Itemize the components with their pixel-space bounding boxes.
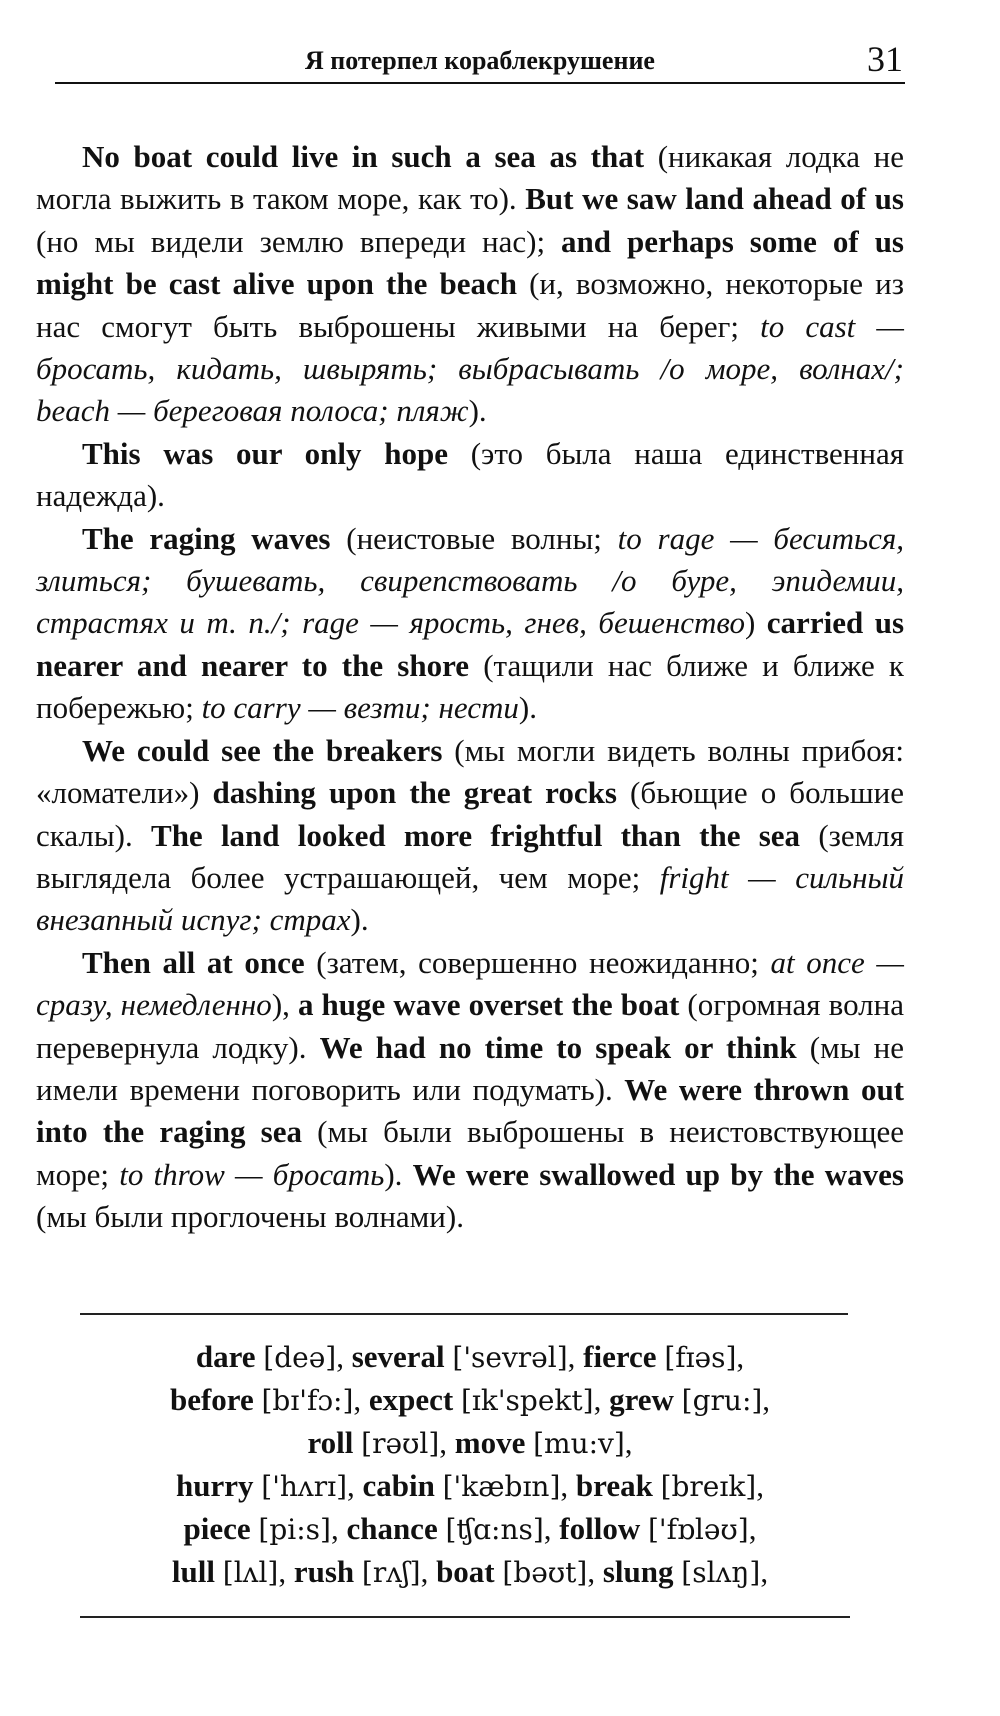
russian-translation: (но мы видели землю впереди нас); [36, 223, 562, 259]
vocab-transcription: [rəʊl] [361, 1427, 440, 1460]
vocab-word: follow [559, 1511, 641, 1546]
paragraph [36, 730, 904, 942]
vocab-transcription: ['hʌrɪ] [261, 1470, 348, 1503]
vocab-transcription: [bəʊt] [502, 1556, 588, 1589]
divider-top [80, 1313, 848, 1315]
vocab-word: rush [293, 1554, 355, 1589]
vocab-transcription: [fɪəs] [664, 1341, 737, 1374]
gloss-note: to rage — беситься, злиться; бушевать, свирепствовать /о буре, эпидемии, страстях и т. п./; rage — ярость, гнев, бешенство [36, 520, 904, 641]
vocabulary-list [36, 1336, 904, 1594]
russian-translation: (мы могли видеть волны прибоя: «ломатели») [36, 732, 904, 811]
english-phrase: and perhaps some of us might be cast alive upon the beach [36, 223, 904, 302]
vocab-transcription: ['kæbɪn] [442, 1470, 561, 1503]
chapter-title: Я потерпел кораблекрушение [305, 46, 655, 75]
vocab-transcription: [deə] [263, 1341, 337, 1374]
vocab-word: fierce [583, 1339, 657, 1374]
vocab-separator: , [330, 1511, 347, 1546]
vocab-line [36, 1379, 904, 1422]
russian-translation: (неистовые волны; [330, 520, 618, 556]
vocab-separator: , [567, 1339, 584, 1374]
english-phrase: a huge wave overset the boat [297, 987, 680, 1023]
english-phrase: This was our only hope [82, 435, 448, 471]
vocab-word: several [351, 1339, 445, 1374]
vocab-word: hurry [176, 1468, 254, 1503]
gloss-note: at once — сразу, немедленно [36, 944, 904, 1023]
vocab-transcription: [lʌl] [222, 1556, 279, 1589]
russian-translation: ), [271, 987, 298, 1023]
vocab-separator: , [756, 1468, 764, 1503]
vocab-line [36, 1336, 904, 1379]
russian-translation: (мы были проглочены волнами). [36, 1199, 464, 1235]
english-phrase: We had no time to speak or think [319, 1029, 797, 1065]
vocab-transcription: [rʌʃ] [361, 1556, 421, 1589]
vocab-separator: , [278, 1554, 294, 1589]
russian-translation: (мы не имели времени поговорить или подумать). [36, 1029, 905, 1107]
vocab-word: cabin [362, 1468, 435, 1503]
english-phrase: The land looked more frightful than the sea [151, 817, 801, 853]
vocab-line [36, 1551, 904, 1594]
russian-translation: ) [744, 605, 767, 641]
gloss-note: to cast — бросать, кидать, швырять; выбрасывать /о море, волнах/; beach — береговая полоса; пляж [36, 308, 904, 429]
english-phrase: The raging waves [82, 520, 331, 556]
gloss-note: to throw — бросать [119, 1156, 385, 1192]
russian-translation: (никакая лодка не могла выжить в таком море, как то). [36, 139, 904, 217]
english-phrase: carried us nearer and nearer to the shore [36, 605, 905, 683]
vocab-separator: , [587, 1554, 603, 1589]
page-number: 31 [867, 39, 903, 79]
russian-translation: (мы были выброшены в неистовствующее море; [36, 1114, 905, 1192]
vocab-transcription: [slʌŋ] [681, 1556, 761, 1589]
vocab-separator: , [762, 1382, 771, 1417]
vocab-transcription: [ʧɑ:ns] [445, 1513, 544, 1546]
vocab-transcription: [pi:s] [258, 1513, 331, 1546]
english-phrase: No boat could live in such a sea as that [82, 139, 645, 174]
paragraph [36, 136, 904, 433]
vocab-word: roll [307, 1425, 354, 1460]
vocab-word: chance [346, 1511, 438, 1546]
vocab-word: break [575, 1468, 653, 1503]
vocab-transcription: [gru:] [681, 1384, 763, 1417]
english-phrase: We were thrown out into the raging sea [36, 1071, 905, 1150]
vocab-word: piece [183, 1511, 251, 1546]
russian-translation: (и, возможно, некоторые из нас смогут быть выброшены живыми на берег; [36, 266, 904, 344]
vocab-transcription: [bɪ'fɔ:] [261, 1384, 354, 1417]
russian-translation: (бьющие о большие скалы). [36, 775, 904, 853]
vocab-transcription: ['sevrəl] [452, 1341, 568, 1374]
paragraph [36, 942, 904, 1239]
vocab-separator: , [420, 1554, 437, 1589]
vocab-word: lull [171, 1554, 216, 1589]
vocab-separator: , [353, 1382, 369, 1417]
russian-translation: ). [350, 902, 369, 938]
running-header [55, 30, 905, 84]
vocab-separator: , [760, 1554, 769, 1589]
russian-translation: (земля выглядела более устрашающей, чем море; [36, 817, 904, 895]
vocab-word: boat [436, 1554, 495, 1589]
russian-translation: ). [468, 393, 487, 429]
vocab-separator: , [560, 1468, 576, 1503]
vocab-word: slung [602, 1554, 674, 1589]
english-phrase: We could see the breakers [82, 732, 443, 768]
vocab-transcription: [mu:v] [533, 1427, 625, 1460]
vocab-separator: , [748, 1511, 757, 1546]
paragraph [36, 433, 904, 518]
vocab-separator: , [736, 1339, 745, 1374]
vocab-transcription: [ɪk'spekt] [461, 1384, 594, 1417]
divider-bottom [80, 1616, 850, 1618]
russian-translation: (огромная волна перевернула лодку). [36, 987, 904, 1065]
english-phrase: We were swallowed up by the waves [412, 1156, 904, 1192]
vocab-separator: , [439, 1425, 455, 1460]
vocab-separator: , [347, 1468, 363, 1503]
vocab-word: dare [195, 1339, 256, 1374]
vocab-separator: , [593, 1382, 610, 1417]
vocab-separator: , [543, 1511, 560, 1546]
russian-translation: ). [384, 1156, 413, 1192]
vocab-separator: , [624, 1425, 633, 1460]
vocab-separator: , [336, 1339, 352, 1374]
english-phrase: Then all at once [82, 944, 305, 980]
gloss-note: fright — сильный внезапный испуг; страх [36, 859, 904, 938]
vocab-line [36, 1465, 904, 1508]
body-text [36, 136, 904, 1239]
vocab-transcription: ['fɒləʊ] [647, 1513, 749, 1546]
vocab-line [36, 1508, 904, 1551]
russian-translation: (тащили нас ближе и ближе к побережью; [36, 647, 904, 726]
english-phrase: dashing upon the great rocks [212, 775, 617, 811]
russian-translation: (затем, совершенно неожиданно; [304, 944, 771, 980]
gloss-note: to carry — везти; нести [201, 690, 519, 726]
russian-translation: (это была наша единственная надежда). [36, 435, 904, 514]
russian-translation: ). [518, 690, 537, 726]
vocab-word: move [454, 1425, 526, 1460]
vocab-transcription: [breɪk] [660, 1470, 757, 1503]
paragraph [36, 518, 904, 730]
vocab-word: before [169, 1382, 254, 1417]
vocab-line [36, 1422, 904, 1465]
english-phrase: But we saw land ahead of us [525, 181, 904, 217]
vocab-word: expect [368, 1382, 454, 1417]
vocab-word: grew [609, 1382, 674, 1417]
